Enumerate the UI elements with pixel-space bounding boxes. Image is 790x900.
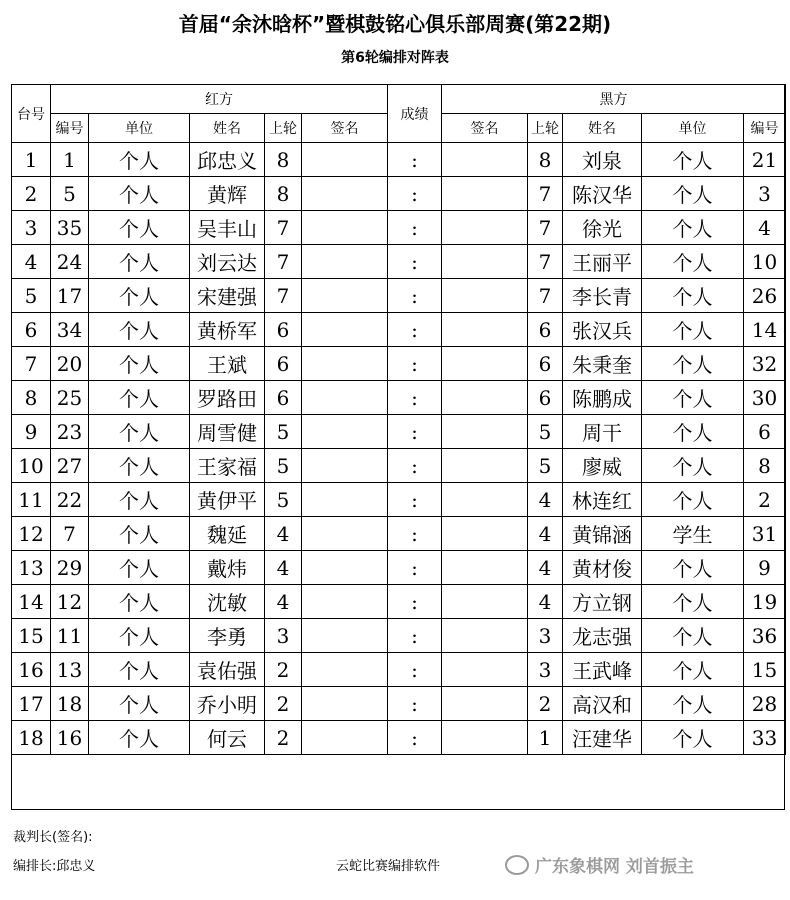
header-black: 黑方	[442, 85, 786, 114]
cell-black-number: 21	[744, 143, 786, 177]
cell-red-signature	[302, 483, 388, 517]
table-row	[12, 721, 786, 755]
cell-red-unit: 个人	[89, 313, 190, 347]
cell-black-last-round: 8	[528, 143, 563, 177]
cell-red-last-round: 8	[265, 143, 302, 177]
header-black-last-round: 上轮	[528, 114, 563, 143]
cell-black-unit: 个人	[642, 721, 744, 755]
cell-black-number: 9	[744, 551, 786, 585]
cell-red-signature	[302, 347, 388, 381]
cell-red-last-round: 8	[265, 177, 302, 211]
cell-black-signature	[442, 211, 528, 245]
cell-black-signature	[442, 381, 528, 415]
header-black-signature: 签名	[442, 114, 528, 143]
arranger-label: 编排长:邱忠义	[13, 859, 96, 874]
cell-red-number: 7	[51, 517, 89, 551]
cell-red-last-round: 4	[265, 585, 302, 619]
cell-red-last-round: 2	[265, 653, 302, 687]
cell-black-number: 19	[744, 585, 786, 619]
header-red-number: 编号	[51, 114, 89, 143]
cell-black-signature	[442, 619, 528, 653]
cell-black-last-round: 1	[528, 721, 563, 755]
cell-black-unit: 个人	[642, 483, 744, 517]
cell-black-name: 高汉和	[563, 687, 642, 721]
cell-black-unit: 学生	[642, 517, 744, 551]
cell-red-number: 23	[51, 415, 89, 449]
cell-red-last-round: 7	[265, 211, 302, 245]
cell-red-signature	[302, 177, 388, 211]
cell-black-unit: 个人	[642, 415, 744, 449]
cell-black-number: 36	[744, 619, 786, 653]
cell-black-name: 林连红	[563, 483, 642, 517]
cell-red-last-round: 6	[265, 313, 302, 347]
cell-black-signature	[442, 483, 528, 517]
table-row	[12, 619, 786, 653]
cell-red-number: 24	[51, 245, 89, 279]
cell-black-name: 王武峰	[563, 653, 642, 687]
header-result: 成绩	[388, 85, 442, 143]
cell-black-name: 汪建华	[563, 721, 642, 755]
cell-red-unit: 个人	[89, 415, 190, 449]
table-row	[12, 143, 786, 177]
cell-black-signature	[442, 551, 528, 585]
cell-red-number: 29	[51, 551, 89, 585]
cell-red-name: 黄伊平	[190, 483, 265, 517]
cell-red-unit: 个人	[89, 143, 190, 177]
cell-black-last-round: 6	[528, 347, 563, 381]
chief-referee-label: 裁判长(签名):	[13, 830, 93, 845]
header-red-name: 姓名	[190, 114, 265, 143]
cell-red-name: 袁佑强	[190, 653, 265, 687]
cell-result: :	[388, 687, 442, 721]
cell-black-number: 26	[744, 279, 786, 313]
cell-black-last-round: 4	[528, 585, 563, 619]
cell-black-name: 李长青	[563, 279, 642, 313]
cell-red-name: 王斌	[190, 347, 265, 381]
cell-red-last-round: 2	[265, 721, 302, 755]
cell-red-last-round: 3	[265, 619, 302, 653]
cell-red-number: 12	[51, 585, 89, 619]
cell-black-number: 6	[744, 415, 786, 449]
cell-black-signature	[442, 415, 528, 449]
table-row	[12, 483, 786, 517]
cell-black-name: 徐光	[563, 211, 642, 245]
cell-black-number: 28	[744, 687, 786, 721]
cell-red-signature	[302, 551, 388, 585]
cell-result: :	[388, 143, 442, 177]
cell-red-signature	[302, 313, 388, 347]
cell-red-name: 魏延	[190, 517, 265, 551]
cell-result: :	[388, 483, 442, 517]
cell-red-unit: 个人	[89, 483, 190, 517]
cell-black-signature	[442, 653, 528, 687]
cell-red-unit: 个人	[89, 279, 190, 313]
watermark-text: 广东象棋网 刘首振主	[535, 857, 694, 877]
cell-red-name: 周雪健	[190, 415, 265, 449]
cell-black-name: 张汉兵	[563, 313, 642, 347]
cell-black-signature	[442, 517, 528, 551]
cell-red-number: 13	[51, 653, 89, 687]
page-title: 首届“余沐晗杯”暨棋鼓铭心俱乐部周赛(第22期)	[178, 12, 612, 36]
cell-black-signature	[442, 687, 528, 721]
cell-black-name: 陈鹏成	[563, 381, 642, 415]
cell-red-unit: 个人	[89, 585, 190, 619]
cell-red-unit: 个人	[89, 211, 190, 245]
cell-black-last-round: 2	[528, 687, 563, 721]
cell-table-number: 14	[12, 585, 51, 619]
cell-black-name: 廖威	[563, 449, 642, 483]
cell-black-unit: 个人	[642, 143, 744, 177]
cell-black-unit: 个人	[642, 245, 744, 279]
table-row	[12, 177, 786, 211]
table-row	[12, 279, 786, 313]
header-black-unit: 单位	[642, 114, 744, 143]
cell-red-number: 18	[51, 687, 89, 721]
cell-red-name: 沈敏	[190, 585, 265, 619]
table-row	[12, 347, 786, 381]
cell-black-number: 15	[744, 653, 786, 687]
cell-black-signature	[442, 585, 528, 619]
cell-table-number: 8	[12, 381, 51, 415]
cell-black-last-round: 7	[528, 279, 563, 313]
cell-black-name: 周干	[563, 415, 642, 449]
cell-red-unit: 个人	[89, 245, 190, 279]
cell-table-number: 2	[12, 177, 51, 211]
cell-black-unit: 个人	[642, 551, 744, 585]
cell-table-number: 11	[12, 483, 51, 517]
cell-result: :	[388, 245, 442, 279]
cell-red-unit: 个人	[89, 551, 190, 585]
cell-red-unit: 个人	[89, 653, 190, 687]
cell-black-signature	[442, 279, 528, 313]
cell-table-number: 12	[12, 517, 51, 551]
cell-red-signature	[302, 381, 388, 415]
cell-black-number: 10	[744, 245, 786, 279]
cell-red-signature	[302, 721, 388, 755]
cell-table-number: 4	[12, 245, 51, 279]
cell-black-unit: 个人	[642, 585, 744, 619]
cell-red-unit: 个人	[89, 347, 190, 381]
header-black-name: 姓名	[563, 114, 642, 143]
cell-red-last-round: 6	[265, 381, 302, 415]
cell-red-name: 何云	[190, 721, 265, 755]
table-row	[12, 449, 786, 483]
cell-red-last-round: 5	[265, 415, 302, 449]
cell-black-signature	[442, 177, 528, 211]
table-row	[12, 245, 786, 279]
cell-red-signature	[302, 585, 388, 619]
watermark	[505, 852, 694, 877]
cell-red-unit: 个人	[89, 449, 190, 483]
cell-black-unit: 个人	[642, 279, 744, 313]
cell-result: :	[388, 347, 442, 381]
cell-red-signature	[302, 653, 388, 687]
cell-black-last-round: 7	[528, 245, 563, 279]
cell-table-number: 18	[12, 721, 51, 755]
cell-black-number: 30	[744, 381, 786, 415]
cell-red-unit: 个人	[89, 177, 190, 211]
cell-red-name: 黄桥军	[190, 313, 265, 347]
cell-result: :	[388, 551, 442, 585]
cell-red-number: 5	[51, 177, 89, 211]
cell-black-name: 黄锦涵	[563, 517, 642, 551]
cell-result: :	[388, 279, 442, 313]
cell-red-name: 罗路田	[190, 381, 265, 415]
table-row	[12, 313, 786, 347]
cell-red-name: 刘云达	[190, 245, 265, 279]
header-red: 红方	[51, 85, 388, 114]
cell-table-number: 16	[12, 653, 51, 687]
cell-result: :	[388, 517, 442, 551]
cell-result: :	[388, 653, 442, 687]
cell-black-name: 陈汉华	[563, 177, 642, 211]
cell-result: :	[388, 177, 442, 211]
cell-red-number: 11	[51, 619, 89, 653]
cell-black-last-round: 4	[528, 517, 563, 551]
cell-black-unit: 个人	[642, 653, 744, 687]
cell-red-number: 16	[51, 721, 89, 755]
cell-red-signature	[302, 211, 388, 245]
cell-red-name: 李勇	[190, 619, 265, 653]
cell-table-number: 7	[12, 347, 51, 381]
cell-red-signature	[302, 619, 388, 653]
cell-black-last-round: 3	[528, 653, 563, 687]
cell-red-number: 17	[51, 279, 89, 313]
table-row	[12, 551, 786, 585]
cell-table-number: 5	[12, 279, 51, 313]
cell-black-signature	[442, 347, 528, 381]
cell-result: :	[388, 585, 442, 619]
table-row	[12, 415, 786, 449]
cell-red-name: 宋建强	[190, 279, 265, 313]
cell-result: :	[388, 313, 442, 347]
header-red-unit: 单位	[89, 114, 190, 143]
cell-red-unit: 个人	[89, 721, 190, 755]
cell-red-name: 戴炜	[190, 551, 265, 585]
cell-black-unit: 个人	[642, 177, 744, 211]
table-row	[12, 381, 786, 415]
cell-black-name: 黄材俊	[563, 551, 642, 585]
cell-black-last-round: 4	[528, 483, 563, 517]
cell-black-signature	[442, 143, 528, 177]
cell-black-unit: 个人	[642, 619, 744, 653]
page-subtitle: 第6轮编排对阵表	[341, 50, 449, 66]
cell-table-number: 17	[12, 687, 51, 721]
cell-black-unit: 个人	[642, 449, 744, 483]
cell-black-unit: 个人	[642, 211, 744, 245]
cell-black-unit: 个人	[642, 347, 744, 381]
table-row	[12, 211, 786, 245]
cell-red-last-round: 7	[265, 279, 302, 313]
cell-result: :	[388, 619, 442, 653]
cell-result: :	[388, 449, 442, 483]
cell-table-number: 9	[12, 415, 51, 449]
cell-red-last-round: 4	[265, 517, 302, 551]
cell-black-name: 方立钢	[563, 585, 642, 619]
cell-red-last-round: 4	[265, 551, 302, 585]
cell-black-last-round: 5	[528, 415, 563, 449]
software-label: 云蛇比赛编排软件	[336, 859, 441, 874]
cell-red-number: 27	[51, 449, 89, 483]
cell-black-unit: 个人	[642, 687, 744, 721]
cell-result: :	[388, 381, 442, 415]
cell-red-signature	[302, 687, 388, 721]
cell-table-number: 1	[12, 143, 51, 177]
cell-result: :	[388, 211, 442, 245]
cell-red-signature	[302, 415, 388, 449]
cell-black-name: 朱秉奎	[563, 347, 642, 381]
cell-red-signature	[302, 517, 388, 551]
table-row	[12, 517, 786, 551]
cell-table-number: 15	[12, 619, 51, 653]
cell-black-number: 14	[744, 313, 786, 347]
cell-black-number: 2	[744, 483, 786, 517]
cell-black-last-round: 6	[528, 381, 563, 415]
header-red-signature: 签名	[302, 114, 388, 143]
cell-red-signature	[302, 279, 388, 313]
cell-table-number: 10	[12, 449, 51, 483]
cell-red-name: 邱忠义	[190, 143, 265, 177]
cell-red-signature	[302, 143, 388, 177]
cell-black-number: 8	[744, 449, 786, 483]
cell-red-name: 乔小明	[190, 687, 265, 721]
cell-red-last-round: 6	[265, 347, 302, 381]
cell-black-last-round: 3	[528, 619, 563, 653]
cell-black-last-round: 7	[528, 177, 563, 211]
cell-red-number: 20	[51, 347, 89, 381]
cell-red-number: 22	[51, 483, 89, 517]
cell-black-number: 33	[744, 721, 786, 755]
cell-black-signature	[442, 313, 528, 347]
cell-black-signature	[442, 721, 528, 755]
cell-black-last-round: 7	[528, 211, 563, 245]
cell-black-last-round: 4	[528, 551, 563, 585]
table-row	[12, 687, 786, 721]
cell-red-unit: 个人	[89, 687, 190, 721]
cell-black-number: 32	[744, 347, 786, 381]
cell-red-number: 1	[51, 143, 89, 177]
cell-black-name: 龙志强	[563, 619, 642, 653]
cell-red-unit: 个人	[89, 619, 190, 653]
cell-black-name: 王丽平	[563, 245, 642, 279]
cell-result: :	[388, 415, 442, 449]
cell-red-number: 25	[51, 381, 89, 415]
cell-table-number: 13	[12, 551, 51, 585]
cell-black-signature	[442, 449, 528, 483]
cell-black-last-round: 5	[528, 449, 563, 483]
cell-red-name: 黄辉	[190, 177, 265, 211]
cell-red-last-round: 7	[265, 245, 302, 279]
cell-red-signature	[302, 449, 388, 483]
cell-black-number: 3	[744, 177, 786, 211]
pairing-table	[11, 84, 786, 755]
cell-black-name: 刘泉	[563, 143, 642, 177]
cell-black-number: 31	[744, 517, 786, 551]
cell-table-number: 6	[12, 313, 51, 347]
cell-red-name: 吴丰山	[190, 211, 265, 245]
wechat-icon	[505, 855, 529, 875]
table-row	[12, 653, 786, 687]
cell-red-number: 35	[51, 211, 89, 245]
cell-red-last-round: 2	[265, 687, 302, 721]
cell-black-last-round: 6	[528, 313, 563, 347]
cell-red-last-round: 5	[265, 449, 302, 483]
cell-red-last-round: 5	[265, 483, 302, 517]
header-red-last-round: 上轮	[265, 114, 302, 143]
cell-red-unit: 个人	[89, 381, 190, 415]
cell-table-number: 3	[12, 211, 51, 245]
header-black-number: 编号	[744, 114, 786, 143]
cell-black-unit: 个人	[642, 381, 744, 415]
header-table-number: 台号	[12, 85, 51, 143]
cell-red-signature	[302, 245, 388, 279]
cell-red-number: 34	[51, 313, 89, 347]
cell-red-name: 王家福	[190, 449, 265, 483]
cell-black-unit: 个人	[642, 313, 744, 347]
table-row	[12, 585, 786, 619]
cell-black-number: 4	[744, 211, 786, 245]
cell-red-unit: 个人	[89, 517, 190, 551]
cell-result: :	[388, 721, 442, 755]
cell-black-signature	[442, 245, 528, 279]
